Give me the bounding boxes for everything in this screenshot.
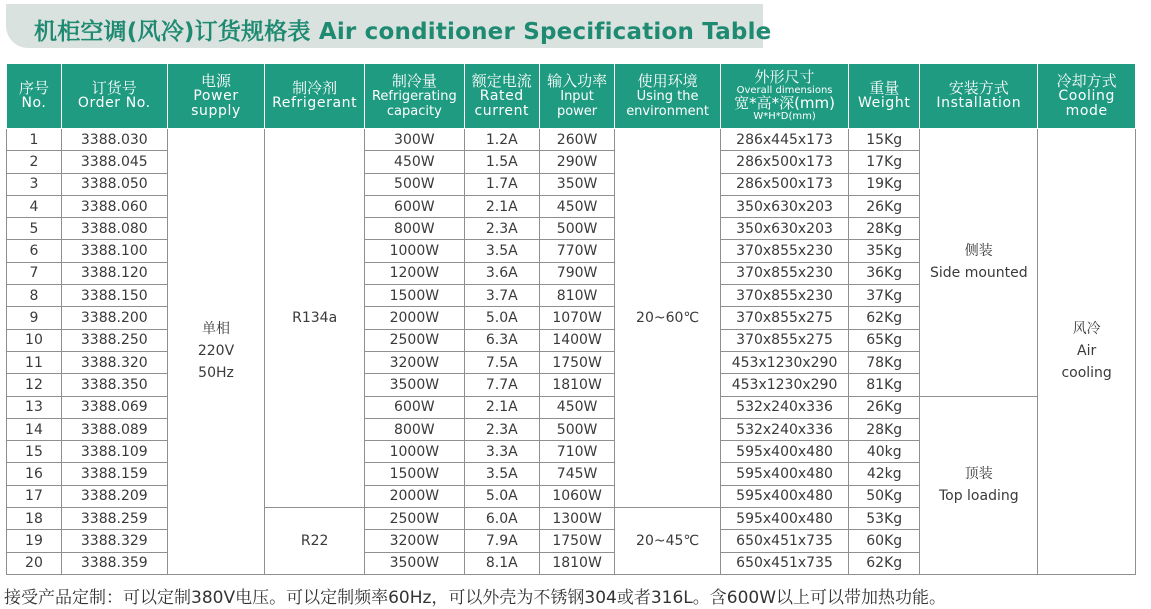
- cell-no: 5: [7, 218, 62, 240]
- cell-rated-current: 6.3A: [464, 329, 539, 351]
- footer-note: 接受产品定制：可以定制380V电压。可以定制频率60Hz，可以外壳为不锈钢304或者316L。含600W以上可以带加热功能。: [4, 588, 947, 608]
- cell-dimensions: 350x630x203: [720, 195, 848, 217]
- cell-rated-current: 8.1A: [464, 552, 539, 574]
- cell-rated-current: 5.0A: [464, 307, 539, 329]
- cell-order-no: 3388.250: [61, 329, 167, 351]
- cell-capacity: 3500W: [365, 552, 465, 574]
- cell-capacity: 3200W: [365, 530, 465, 552]
- cell-input-power: 450W: [539, 195, 614, 217]
- cell-rated-current: 7.9A: [464, 530, 539, 552]
- cell-input-power: 810W: [539, 285, 614, 307]
- header-power-supply: 电源 Power supply: [167, 64, 265, 129]
- cell-no: 1: [7, 129, 62, 151]
- cell-capacity: 500W: [365, 173, 465, 195]
- cell-capacity: 2000W: [365, 485, 465, 507]
- cell-no: 9: [7, 307, 62, 329]
- cell-weight: 50Kg: [849, 485, 920, 507]
- cell-input-power: 500W: [539, 218, 614, 240]
- cell-no: 3: [7, 173, 62, 195]
- cell-capacity: 600W: [365, 396, 465, 418]
- cell-input-power: 1300W: [539, 508, 614, 530]
- cell-no: 7: [7, 262, 62, 284]
- cell-no: 15: [7, 441, 62, 463]
- cell-weight: 19Kg: [849, 173, 920, 195]
- cell-rated-current: 3.3A: [464, 441, 539, 463]
- cell-environment-b: 20~45℃: [615, 508, 721, 575]
- merged-line: 顶装: [964, 466, 993, 483]
- cell-capacity: 1000W: [365, 441, 465, 463]
- cell-weight: 40kg: [849, 441, 920, 463]
- cell-weight: 17Kg: [849, 151, 920, 173]
- cell-no: 10: [7, 329, 62, 351]
- cell-dimensions: 286x500x173: [720, 151, 848, 173]
- cell-capacity: 3200W: [365, 351, 465, 373]
- cell-capacity: 1000W: [365, 240, 465, 262]
- cell-weight: 15Kg: [849, 129, 920, 151]
- header-installation: 安装方式 Installation: [920, 64, 1038, 129]
- cell-weight: 28Kg: [849, 418, 920, 440]
- table-body: [7, 129, 1136, 575]
- cell-capacity: 800W: [365, 418, 465, 440]
- merged-line: 侧装: [964, 243, 993, 260]
- cell-weight: 78Kg: [849, 351, 920, 373]
- cell-capacity: 1200W: [365, 262, 465, 284]
- cell-order-no: 3388.159: [61, 463, 167, 485]
- cell-input-power: 1750W: [539, 351, 614, 373]
- header-capacity: 制冷量 Refrigerating capacity: [365, 64, 465, 129]
- cell-dimensions: 595x400x480: [720, 485, 848, 507]
- cell-environment-a: 20~60℃: [615, 129, 721, 508]
- merged-line: 单相: [202, 321, 230, 338]
- cell-dimensions: 370x855x230: [720, 262, 848, 284]
- cell-input-power: 350W: [539, 173, 614, 195]
- cell-refrigerant-r134a: R134a: [265, 129, 365, 508]
- cell-order-no: 3388.200: [61, 307, 167, 329]
- cell-weight: 37Kg: [849, 285, 920, 307]
- cell-installation-top: [920, 396, 1038, 574]
- cell-capacity: 2500W: [365, 329, 465, 351]
- cell-order-no: 3388.080: [61, 218, 167, 240]
- cell-no: 18: [7, 508, 62, 530]
- cell-order-no: 3388.089: [61, 418, 167, 440]
- header-cooling-mode: 冷却方式 Cooling mode: [1038, 64, 1136, 129]
- cell-input-power: 1070W: [539, 307, 614, 329]
- cell-no: 17: [7, 485, 62, 507]
- cell-order-no: 3388.109: [61, 441, 167, 463]
- cell-no: 16: [7, 463, 62, 485]
- cell-dimensions: 532x240x336: [720, 418, 848, 440]
- cell-capacity: 600W: [365, 195, 465, 217]
- cell-order-no: 3388.350: [61, 374, 167, 396]
- cell-dimensions: 595x400x480: [720, 463, 848, 485]
- cell-input-power: 770W: [539, 240, 614, 262]
- cell-rated-current: 1.2A: [464, 129, 539, 151]
- cell-no: 14: [7, 418, 62, 440]
- cell-order-no: 3388.359: [61, 552, 167, 574]
- cell-weight: 62Kg: [849, 307, 920, 329]
- cell-input-power: 1400W: [539, 329, 614, 351]
- merged-line: 风冷: [1072, 321, 1101, 338]
- cell-order-no: 3388.150: [61, 285, 167, 307]
- cell-no: 2: [7, 151, 62, 173]
- cell-order-no: 3388.259: [61, 508, 167, 530]
- cell-input-power: 1060W: [539, 485, 614, 507]
- cell-capacity: 450W: [365, 151, 465, 173]
- cell-weight: 26Kg: [849, 396, 920, 418]
- cell-dimensions: 650x451x735: [720, 552, 848, 574]
- cell-power-supply: [167, 129, 265, 575]
- title-banner: [6, 4, 772, 48]
- cell-capacity: 2000W: [365, 307, 465, 329]
- cell-input-power: 260W: [539, 129, 614, 151]
- cell-no: 11: [7, 351, 62, 373]
- cell-order-no: 3388.209: [61, 485, 167, 507]
- cell-weight: 60Kg: [849, 530, 920, 552]
- cell-weight: 42kg: [849, 463, 920, 485]
- cell-dimensions: 650x451x735: [720, 530, 848, 552]
- cell-input-power: 500W: [539, 418, 614, 440]
- cell-input-power: 290W: [539, 151, 614, 173]
- cell-no: 13: [7, 396, 62, 418]
- cell-weight: 35Kg: [849, 240, 920, 262]
- cell-dimensions: 286x500x173: [720, 173, 848, 195]
- header-environment: 使用环境 Using the environment: [615, 64, 721, 129]
- cell-dimensions: 370x855x230: [720, 240, 848, 262]
- cell-weight: 53Kg: [849, 508, 920, 530]
- cell-weight: 36Kg: [849, 262, 920, 284]
- cell-rated-current: 1.5A: [464, 151, 539, 173]
- cell-dimensions: 532x240x336: [720, 396, 848, 418]
- merged-line: Air: [1077, 343, 1097, 360]
- header-no: 序号 No.: [7, 64, 62, 129]
- header-dimensions: 外形尺寸 Overall dimensions 宽*高*深(mm) W*H*D(mm): [720, 64, 848, 129]
- cell-dimensions: 350x630x203: [720, 218, 848, 240]
- cell-dimensions: 595x400x480: [720, 508, 848, 530]
- cell-weight: 81Kg: [849, 374, 920, 396]
- cell-rated-current: 7.7A: [464, 374, 539, 396]
- cell-no: 6: [7, 240, 62, 262]
- cell-rated-current: 6.0A: [464, 508, 539, 530]
- cell-rated-current: 3.7A: [464, 285, 539, 307]
- header-weight: 重量 Weight: [849, 64, 920, 129]
- cell-capacity: 1500W: [365, 463, 465, 485]
- cell-rated-current: 1.7A: [464, 173, 539, 195]
- cell-refrigerant-r22: R22: [265, 508, 365, 575]
- spec-table: [6, 63, 1136, 575]
- cell-no: 8: [7, 285, 62, 307]
- cell-input-power: 1810W: [539, 374, 614, 396]
- cell-weight: 28Kg: [849, 218, 920, 240]
- merged-line: Side mounted: [929, 265, 1028, 282]
- cell-weight: 26Kg: [849, 195, 920, 217]
- cell-capacity: 800W: [365, 218, 465, 240]
- merged-line: cooling: [1061, 365, 1112, 382]
- cell-rated-current: 2.3A: [464, 418, 539, 440]
- cell-order-no: 3388.030: [61, 129, 167, 151]
- merged-line: 220V: [197, 343, 235, 360]
- cell-dimensions: 453x1230x290: [720, 351, 848, 373]
- cell-dimensions: 370x855x230: [720, 285, 848, 307]
- cell-no: 4: [7, 195, 62, 217]
- cell-dimensions: 286x445x173: [720, 129, 848, 151]
- cell-order-no: 3388.329: [61, 530, 167, 552]
- cell-rated-current: 3.5A: [464, 240, 539, 262]
- cell-capacity: 300W: [365, 129, 465, 151]
- cell-capacity: 3500W: [365, 374, 465, 396]
- cell-weight: 62Kg: [849, 552, 920, 574]
- cell-installation-side: [920, 129, 1038, 397]
- cell-no: 20: [7, 552, 62, 574]
- cell-rated-current: 2.1A: [464, 195, 539, 217]
- merged-line: Top loading: [938, 488, 1019, 505]
- cell-rated-current: 3.5A: [464, 463, 539, 485]
- cell-rated-current: 2.3A: [464, 218, 539, 240]
- header-row: [7, 64, 1136, 129]
- cell-dimensions: 370x855x275: [720, 329, 848, 351]
- table-row: [7, 129, 1136, 151]
- cell-no: 12: [7, 374, 62, 396]
- cell-no: 19: [7, 530, 62, 552]
- header-input-power: 输入功率 Input power: [539, 64, 614, 129]
- cell-cooling-mode: [1038, 129, 1136, 575]
- cell-order-no: 3388.120: [61, 262, 167, 284]
- page-title: 机柜空调(风冷)订货规格表 Air conditioner Specification Table: [34, 19, 772, 45]
- cell-rated-current: 2.1A: [464, 396, 539, 418]
- cell-rated-current: 3.6A: [464, 262, 539, 284]
- cell-input-power: 450W: [539, 396, 614, 418]
- cell-capacity: 2500W: [365, 508, 465, 530]
- cell-dimensions: 453x1230x290: [720, 374, 848, 396]
- cell-order-no: 3388.320: [61, 351, 167, 373]
- cell-weight: 65Kg: [849, 329, 920, 351]
- cell-order-no: 3388.045: [61, 151, 167, 173]
- cell-rated-current: 5.0A: [464, 485, 539, 507]
- cell-order-no: 3388.050: [61, 173, 167, 195]
- header-order-no: 订货号 Order No.: [61, 64, 167, 129]
- merged-line: 50Hz: [198, 365, 234, 382]
- cell-capacity: 1500W: [365, 285, 465, 307]
- cell-input-power: 1810W: [539, 552, 614, 574]
- cell-input-power: 1750W: [539, 530, 614, 552]
- header-rated-current: 额定电流 Rated current: [464, 64, 539, 129]
- header-refrigerant: 制冷剂 Refrigerant: [265, 64, 365, 129]
- cell-dimensions: 370x855x275: [720, 307, 848, 329]
- cell-order-no: 3388.100: [61, 240, 167, 262]
- cell-dimensions: 595x400x480: [720, 441, 848, 463]
- cell-order-no: 3388.069: [61, 396, 167, 418]
- cell-input-power: 710W: [539, 441, 614, 463]
- cell-input-power: 745W: [539, 463, 614, 485]
- cell-order-no: 3388.060: [61, 195, 167, 217]
- cell-rated-current: 7.5A: [464, 351, 539, 373]
- cell-input-power: 790W: [539, 262, 614, 284]
